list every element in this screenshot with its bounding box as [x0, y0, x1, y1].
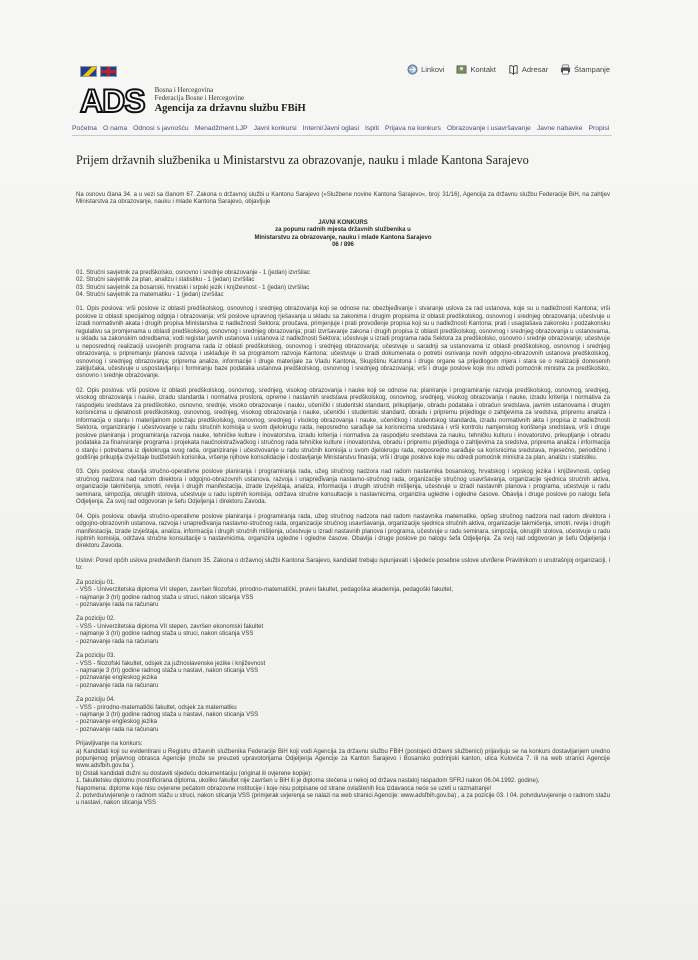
requirement-line: - poznavanje engleskog jezika: [76, 675, 158, 682]
announcement-body: [76, 192, 610, 808]
requirements-position-03: [76, 653, 610, 690]
nav-item-public-relations[interactable]: Odnosi s javnošću: [133, 125, 189, 132]
contact-link[interactable]: [456, 64, 495, 75]
positions-list: [76, 270, 610, 300]
address-book-icon: [508, 64, 519, 75]
links-link[interactable]: [407, 64, 444, 75]
heading-ministry: Ministarstvu za obrazovanje, nauku i mlade Kantona Sarajevo: [254, 234, 432, 241]
nav-item-home[interactable]: Početna: [72, 125, 97, 132]
address-book-link[interactable]: [508, 64, 548, 75]
address-book-label: Adresar: [521, 65, 549, 74]
application-item-b: b) Ostali kandidati dužni su dostaviti sljedeću dokumentaciju (original ili ovjerene kopije):: [76, 770, 312, 777]
nav-item-regulations[interactable]: Propisi: [588, 125, 610, 132]
job-description-01: 01. Opis poslova: vrši poslove iz oblasti predškolskog, osnovnog i srednjeg obrazovanja koji se odnose na: obezbjeđivanje i stvaranje uslova za rad ustanova, koje su u nadležnosti Kantona; vrši poslove iz oblasti specijalnog odgoja i obrazovanja; vrši poslove upravnog rješavanja u skladu sa zakonima i drugim propisima iz oblasti predškolskog, osnovnog i srednjeg obrazovanja; učestvuje u izradi normativnih akata i drugih propisa Ministarstva iz nadležnosti Sektora; proučava, primjenjuje i prati provođenje propisa koji su u nadležnosti Kantona; prati i usaglašava zakonsku i podzakonsku regulativu sa promjenama u oblasti predškolskog, osnovnog i srednjeg obrazovanja; prati izvršavanje zakona i drugih propisa iz oblasti predškolskog, osnovnog i srednjeg obrazovanja u ustanovama, u skladu sa zakonskim odredbama; vodi registar javnih ustanova i ustanova iz nadležnosti Sektora; učestvuje u izradi programa rada Sektora za predškolsko, osnovno i srednje obrazovanje; učestvuje u neposrednoj realizaciji usvojenih programa rada iz oblasti predškolskog, osnovnog i srednjeg obrazovanja; učestvuje u saradnji sa ustanovama iz oblasti predškolskog, osnovnog i srednjeg obrazovanja, u pripremanju planova razvoja i usklađuje ih sa programom razvoja Kantona; učestvuje u izradi dokumenata o potrebi osnivanja novih odgojno-obrazovnih ustanova predškolskog, osnovnog i srednjeg obrazovanja; priprema analize, informacije i druge materijale za Vladu Kantona, Skupštinu Kantona i druge organe sa prijedlogom mjera i stara se o realizaciji donesenih zaključaka, učestvuje u uspostavljanju i formiranju baze podataka ustanova predškolskog, osnovnog i srednjeg obrazovanja; vrši i druge poslove koje mu odredi pomoćnik ministra za predškolsko, osnovno i srednje obrazovanje.: [76, 306, 610, 380]
contact-label: Kontakt: [470, 65, 496, 74]
position-item: 02. Stručni savjetnik za plan, analizu i statistiku - 1 (jedan) izvršilac: [76, 277, 255, 284]
print-label: Štampanje: [574, 65, 610, 74]
requirements-title: Za poziciju 04.: [76, 697, 115, 704]
heading-number: 06 / 896: [332, 242, 354, 249]
site-logo[interactable]: [80, 83, 306, 119]
language-switcher: [80, 66, 117, 77]
job-description-03: 03. Opis poslova: obavlja stručno-operativne poslove planiranja i programiranja rada, užeg stručnog nadzora nad radom nastavnika bosanskog, hrvatskog i srpskog jezika i književnosti, opšeg stručnog nadzora nad radom direktora i odgojno-obrazovnih ustanova, razvoja i unapređivanja nastavno-stručnog rada, organizacije stručnog usavršavanja, organizacije sjednica stručnih aktiva, organizacije takmičenja, smotri, revija i drugih manifestacija, izrade izvještaja, analiza, informacija i drugih stručnih mišljenja, učestvuje u izradi nastavnih planova i programa, učestvuje u radu seminara, simpozija, okruglih stolova, učestvuje u radu ispitnih komisija, održava stručne konsultacije s nastavnicima, organizira ugledne i oglednе časove. Obavlja i druge poslove po nalogu šefa Odjeljenja. Za svoj rad odgovoran je šefu Odjeljenja i direktoru Zavoda.: [76, 469, 610, 506]
requirement-line: - VSS - Univerzitetska diploma VII stepen, završen filozofski, prirodno-matematički, pravni fakultet, pedagoška akademija, pedagoški fakultet,: [76, 587, 454, 594]
requirements-title: Za poziciju 03.: [76, 653, 115, 660]
bs-flag-icon[interactable]: [80, 66, 97, 77]
nav-item-education[interactable]: Obrazovanje i usavršavanje: [446, 125, 531, 132]
application-note: Napomena: diplome koje nisu ovjerene pečatom obrazovne institucije i koje nisu potpisane od strane ovlaštenih lica izdavaoca neće se uzeti u razmatranje!: [76, 785, 492, 792]
requirements-position-04: [76, 697, 610, 734]
nav-item-apply[interactable]: Prijava na konkurs: [384, 125, 441, 132]
requirement-line: - poznavanje rada na računaru: [76, 726, 159, 733]
conditions-paragraph: Uslovi: Pored općih uslova predviđenih članom 35. Zakona o državnoj službi Kantona Sarajevo, kandidati trebaju ispunjavati i sljedeće posebne uslove utvrđene Pravilnikom o unutrašnjoj organizaciji, i to:: [76, 557, 610, 572]
nav-item-announcements[interactable]: Interni/Javni oglasi: [302, 125, 359, 132]
heading-public-competition: JAVNI KONKURS: [318, 219, 368, 226]
org-line-agency: Agencija za državnu službu FBiH: [154, 103, 306, 114]
intro-paragraph: Na osnovu člana 34. a u vezi sa članom 67. Zakona o državnoj službi u Kantonu Sarajevo (»Službene novine Kantona Sarajevo«, broj: 31/16), Agencija za državnu službu Federacije BiH, na zahtjev Ministarstva za obrazovanje, nauku i mlade Kantona Sarajevo, objavljuje: [76, 192, 610, 206]
requirement-line: - najmanje 3 (tri) godine radnog staža u nastavi, nakon sticanja VSS: [76, 667, 259, 674]
main-nav: [72, 125, 612, 136]
requirement-line: - najmanje 3 (tri) godine radnog staža u struci, nakon sticanja VSS: [76, 631, 254, 638]
application-item-b2: 2. potvrdu/uvjerenje o radnom stažu u struci, nakon sticanja VSS (primjerak uvjerenja se nalazi na web stranici Agencije: www.adsfbih.gov.ba) , a za pozicije 03. I 04. potvrdu/uvjerenje o radnom stažu u nastavi, nakon sticanja VSS: [76, 793, 610, 807]
application-item-b1: 1. fakultetsku diplomu (nostrificirana diploma, ukoliko fakultet nije završen u BiH ili je diploma stečena u nekoj od država nastaloj raspadom SFRJ nakon 06.04.1992. godine),: [76, 778, 540, 785]
position-item: 01. Stručni savjetnik za predškolsko, osnovno i srednje obrazovanje - 1 (jedan) izvršilac: [76, 269, 310, 276]
org-line-federation: Federacija Bosne i Hercegovine: [154, 94, 245, 102]
position-item: 04. Stručni savjetnik za matematiku - 1 (jedan) izvršilac: [76, 291, 224, 298]
application-item-a: a) Kandidati koji su evidentirani u Registru državnih službenika Federacije BiH koji vodi Agencija za državnu službu FBiH (postojeći državni službenici) prijavljuju se na konkurs dostavljanjem uredno popunjenog prijavnog obrasca Agencije (može se preuzeti upravotorijama Odjeljenja Agencije za Kanton Sarajevo i Bosansko podrinjski kanton, ulica Kulovića 7. ili na web stranici Agencije www.adsfbih.gov.ba ).: [76, 748, 610, 770]
heading-subtitle: za popunu radnih mjesta državnih službenika u: [275, 227, 411, 234]
org-line-country: Bosna i Hercegovina: [154, 86, 214, 94]
nav-item-procurement[interactable]: Javne nabavke: [536, 125, 583, 132]
print-icon: [560, 64, 571, 75]
utility-links: [407, 64, 610, 75]
links-icon: [407, 64, 418, 75]
nav-item-about[interactable]: O nama: [102, 125, 128, 132]
requirement-line: - poznavanje rada na računaru: [76, 638, 159, 645]
org-name: [155, 86, 306, 116]
nav-item-public-competitions[interactable]: Javni konkursi: [253, 125, 297, 132]
contact-icon: [456, 64, 467, 75]
links-label: Linkovi: [421, 65, 445, 74]
requirement-line: - najmanje 3 (tri) godine radnog staža u nastavi, nakon sticanja VSS: [76, 711, 259, 718]
requirement-line: - VSS - Univerzitetska diploma VII stepen, završen ekonomski fakultet: [76, 623, 264, 630]
nav-item-hr-management[interactable]: Menadžment LJP: [194, 125, 248, 132]
application-title: Prijavljivanje na konkurs:: [76, 741, 143, 748]
requirements-position-02: [76, 616, 610, 646]
position-item: 03. Stručni savjetnik za bosanski, hrvatski i srpski jezik i književnost - 1 (jedan) izvršilac: [76, 284, 310, 291]
print-link[interactable]: [560, 64, 610, 75]
requirements-title: Za poziciju 02.: [76, 616, 115, 623]
ads-logo-text: ADS: [80, 83, 145, 119]
requirement-line: - VSS - filozofski fakultet, odsjek za južnoslavenske jezike i književnost: [76, 660, 266, 667]
requirement-line: - poznavanje rada na računaru: [76, 602, 159, 609]
job-description-02: 02. Opis poslova: vrši poslove iz oblasti predškolskog, osnovnog, srednjeg, visokog obrazovanja i nauke koji se odnose na: planiranje i programiranje razvoja predškolskog, osnovnog, srednjeg, visokog obrazovanja i nauke, izradu standarda i normativa prostora, opreme i nastavnih sredstava predškolskog, osnovnog, srednjeg, visokog obrazovanja i nauke, izradu kriterija i normativa za raspodjelu sredstava za predškolsko, osnovno, srednje, visoko obrazovanje i nauku, učenički i studentski standard, prikupljanje, obradu podataka i obračun sredstava, javnim ustanovama i drugim korisnicima u djelatnosti predškolskog, osnovnog, srednjeg, visokog obrazovanja i nauke, učenički i studentski standard, obradu i pripremu prijedloge o zahtjevima za sredstva, pripremu analiza i informacija o stanju i materijalnom položaju predškolskog, osnovnog, srednjeg i visokog obrazovanja i nauke, učeničkog i studentskog standarda, izradu normativnih akta i propisa iz nadležnosti Sektora, organiziranje i učestvovanje u radu stručnih komisija u svom djelokrugu rada, neposredno sarađuje sa korisnicima sredstava i vrši kontrolu namjenskog korištenja sredstava, vrši i druge poslove planiranja i programiranja razvoja nauke, tehničke kulture i inovatorstva, izradu kriterija i normativa za raspodjelu sredstava za nauku, tehničku kulturu i inovatorstvo, prikupljanje i obradu podataka za finansiranje programa i projekata naučnoistraživačkog i stručnog rada tehničke kulture i inovatorstva, obradu i pripremu prijedloga o zahtjevima za sredstva, priprema analiza i informacija o stanju i potrebama iz djelokruga svog rada, organiziranje i učestvovanje u radu stručnih komisija u svom djelokrugu rada, neposredno sarađuje sa korisnicima sredstava, mjesečno, periodično i godišnje prikuplja izvještaje budžetskih korisnika, vršenje njihove konsolidacije i dostavljanje Ministarstvu finasija; vrši i druge poslove koje mu odredi pomoćnik ministra za plan, analizu i statistiku.: [76, 387, 610, 461]
nav-item-exams[interactable]: Ispiti: [364, 125, 379, 132]
requirement-line: - poznavanje rada na računaru: [76, 682, 159, 689]
requirements-position-01: [76, 580, 610, 610]
job-description-04: 04. Opis poslova: obavlja stručno-operativne poslove planiranja i programiranja rada, užeg stručnog nadzora nad radom nastavnika matematike, opšeg stručnog nadzora nad radom direktora i odgojno-obrazovnih ustanova, razvoja i unapređivanja nastavno-stručnog rada, organizacije stručnog usavršavanja, organizacije sjednica stručnih aktiva, organizacije takmičenja, smotri, revija i drugih manifestacija, izrade izvještaja, analiza, informacija i drugih stručnih mišljenja, učestvuje u izradi nastavnih planova i programa, učestvuje u radu seminara, simpozija, okruglih stolova, učestvuje u radu ispitnih komisija, održava stručne konsultacije s nastavnicima, organizira ugledne i oglednе časove. Obavlja i druge poslove po nalogu šefa Odjeljenja. Za svoj rad odgovoran je šefu Odjeljenja i direktoru Zavoda.: [76, 513, 610, 550]
page-title: Prijem državnih službenika u Ministarstvu za obrazovanje, nauku i mlade Kantona Sarajevo: [76, 153, 529, 167]
requirement-line: - poznavanje engleskog jezika: [76, 719, 158, 726]
requirement-line: - VSS - prirodno-matematički fakultet, odsjek za matematiku: [76, 704, 237, 711]
en-flag-icon[interactable]: [100, 66, 117, 77]
requirements-title: Za poziciju 01.: [76, 579, 115, 586]
application-section: [76, 741, 610, 808]
requirement-line: - najmanje 3 (tri) godine radnog staža u struci, nakon sticanja VSS: [76, 594, 254, 601]
